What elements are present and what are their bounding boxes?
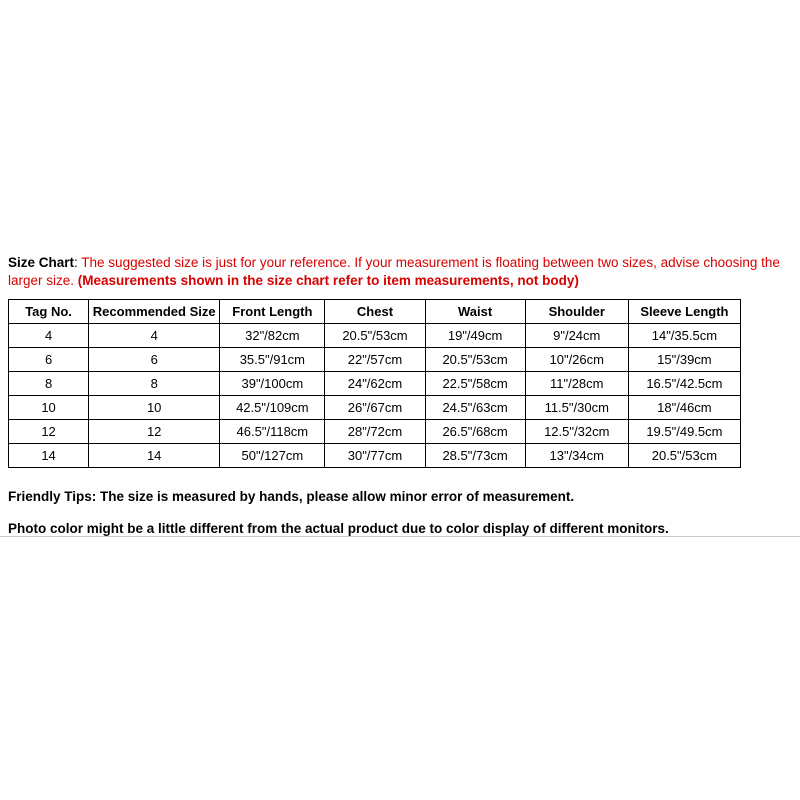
table-cell: 30"/77cm — [325, 443, 425, 467]
bottom-divider — [0, 536, 800, 537]
intro-note: The suggested size is just for your reference. If your measurement is floating between two sizes, advise choosing the larger size. — [8, 255, 780, 288]
table-cell: 46.5"/118cm — [220, 419, 325, 443]
table-cell: 24"/62cm — [325, 371, 425, 395]
table-row — [9, 419, 741, 443]
header-front-length: Front Length — [220, 299, 325, 323]
table-cell: 6 — [89, 347, 220, 371]
table-cell: 9"/24cm — [525, 323, 628, 347]
table-cell: 12 — [89, 419, 220, 443]
size-chart-intro — [8, 254, 794, 290]
table-header-row — [9, 299, 741, 323]
table-cell: 6 — [9, 347, 89, 371]
table-cell: 22"/57cm — [325, 347, 425, 371]
header-chest: Chest — [325, 299, 425, 323]
table-cell: 26"/67cm — [325, 395, 425, 419]
table-cell: 20.5"/53cm — [425, 347, 525, 371]
table-cell: 19"/49cm — [425, 323, 525, 347]
table-cell: 32"/82cm — [220, 323, 325, 347]
table-cell: 22.5"/58cm — [425, 371, 525, 395]
header-shoulder: Shoulder — [525, 299, 628, 323]
photo-color-note: Photo color might be a little different from the actual product due to color display of different monitors. — [8, 520, 669, 536]
table-cell: 10 — [9, 395, 89, 419]
table-row — [9, 371, 741, 395]
size-chart-table — [8, 299, 741, 468]
table-cell: 42.5"/109cm — [220, 395, 325, 419]
table-cell: 12.5"/32cm — [525, 419, 628, 443]
header-recommended-size: Recommended Size — [89, 299, 220, 323]
header-waist: Waist — [425, 299, 525, 323]
table-cell: 15"/39cm — [628, 347, 740, 371]
table-cell: 8 — [9, 371, 89, 395]
table-cell: 19.5"/49.5cm — [628, 419, 740, 443]
header-tag-no: Tag No. — [9, 299, 89, 323]
table-cell: 14"/35.5cm — [628, 323, 740, 347]
table-cell: 50"/127cm — [220, 443, 325, 467]
table-cell: 4 — [89, 323, 220, 347]
table-row — [9, 323, 741, 347]
table-cell: 11"/28cm — [525, 371, 628, 395]
table-cell: 4 — [9, 323, 89, 347]
table-cell: 13"/34cm — [525, 443, 628, 467]
size-chart-content — [8, 254, 794, 536]
table-cell: 8 — [89, 371, 220, 395]
table-row — [9, 347, 741, 371]
table-cell: 20.5"/53cm — [325, 323, 425, 347]
table-cell: 16.5"/42.5cm — [628, 371, 740, 395]
table-row — [9, 395, 741, 419]
table-cell: 35.5"/91cm — [220, 347, 325, 371]
header-sleeve-length: Sleeve Length — [628, 299, 740, 323]
table-cell: 20.5"/53cm — [628, 443, 740, 467]
table-cell: 28.5"/73cm — [425, 443, 525, 467]
table-cell: 10"/26cm — [525, 347, 628, 371]
friendly-tips-text: Friendly Tips: The size is measured by hands, please allow minor error of measurement. — [8, 488, 575, 504]
table-cell: 14 — [89, 443, 220, 467]
table-cell: 28"/72cm — [325, 419, 425, 443]
table-cell: 26.5"/68cm — [425, 419, 525, 443]
size-chart-title: Size Chart — [8, 255, 75, 270]
intro-note-bold: (Measurements shown in the size chart refer to item measurements, not body) — [77, 272, 579, 288]
intro-separator: : — [74, 255, 82, 270]
table-cell: 18"/46cm — [628, 395, 740, 419]
table-row — [9, 443, 741, 467]
table-cell: 14 — [9, 443, 89, 467]
table-cell: 11.5"/30cm — [525, 395, 628, 419]
table-cell: 39"/100cm — [220, 371, 325, 395]
table-cell: 24.5"/63cm — [425, 395, 525, 419]
table-cell: 10 — [89, 395, 220, 419]
table-cell: 12 — [9, 419, 89, 443]
